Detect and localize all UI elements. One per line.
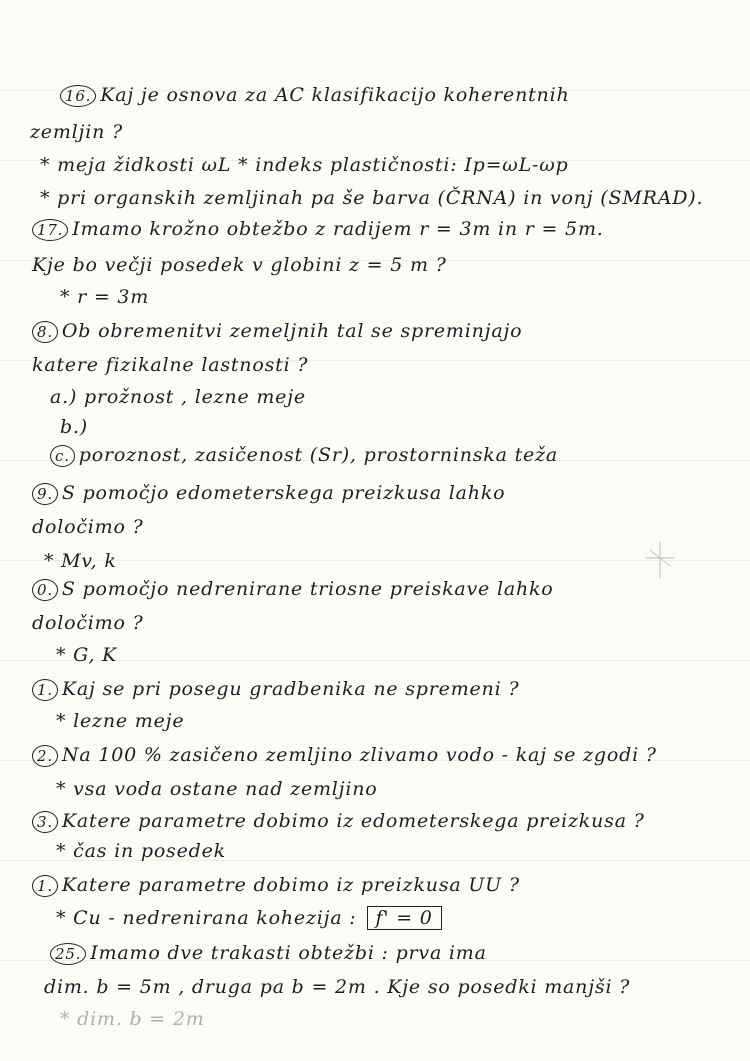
note-line: [0, 121, 750, 147]
note-text: [32, 578, 554, 601]
note-text: [32, 516, 144, 538]
note-text: [60, 84, 570, 107]
note-line: [0, 286, 750, 312]
note-text: [30, 121, 123, 143]
note-line: [0, 154, 750, 180]
note-line: [0, 1008, 750, 1034]
note-line: [0, 218, 750, 244]
note-line-text: S pomočjo nedrenirane triosne preiskave lahko: [61, 578, 554, 600]
question-number: 0.: [32, 579, 58, 601]
note-line-text: * Cu - nedrenirana kohezija :: [56, 907, 357, 929]
note-text: [56, 906, 442, 930]
note-line: [0, 482, 750, 508]
note-text: [32, 678, 519, 701]
note-text: [32, 612, 144, 634]
note-text: [44, 976, 630, 998]
note-line: [0, 942, 750, 968]
note-line: [0, 254, 750, 280]
note-text: [32, 254, 447, 276]
question-number: 3.: [32, 811, 58, 833]
note-line: [0, 644, 750, 670]
note-text: [40, 187, 703, 209]
note-line-text: Kaj je osnova za AC klasifikacijo koherentnih: [100, 84, 570, 106]
note-text: [56, 710, 184, 732]
note-line: [0, 320, 750, 346]
note-line-text: Imamo dve trakasti obtežbi : prva ima: [90, 942, 487, 964]
question-number: c.: [50, 445, 75, 467]
note-text: [50, 386, 306, 408]
note-line-text: zemljin ?: [30, 121, 123, 143]
note-text: [60, 286, 149, 308]
note-text: [32, 354, 308, 376]
note-line: [0, 678, 750, 704]
note-line: [0, 612, 750, 638]
note-line: [0, 874, 750, 900]
note-line: [0, 976, 750, 1002]
note-line: [0, 187, 750, 213]
note-line: [0, 550, 750, 576]
note-line: [0, 516, 750, 542]
note-text: [32, 320, 522, 343]
note-text: [32, 482, 505, 505]
note-line: [0, 416, 750, 442]
note-line-text: * Mv, k: [44, 550, 117, 572]
note-line-text: dim. b = 5m , druga pa b = 2m . Kje so posedki manjši ?: [44, 976, 631, 998]
note-line-text: katere fizikalne lastnosti ?: [32, 354, 309, 376]
note-line-text: * dim. b = 2m: [60, 1008, 205, 1030]
note-line: [0, 840, 750, 866]
question-number: 16.: [60, 85, 96, 107]
question-number: 17.: [32, 219, 68, 241]
note-line: [0, 578, 750, 604]
note-line: [0, 444, 750, 470]
note-text: [50, 444, 558, 467]
note-text: [56, 840, 226, 862]
question-number: 1.: [32, 679, 58, 701]
note-line-text: * lezne meje: [56, 710, 185, 732]
note-text: [40, 154, 569, 176]
note-line-text: določimo ?: [32, 612, 144, 634]
note-line-text: Katere parametre dobimo iz edometerskega preizkusa ?: [61, 810, 645, 832]
question-number: 9.: [32, 483, 58, 505]
note-line-text: * vsa voda ostane nad zemljino: [56, 778, 378, 800]
note-text: [50, 942, 487, 965]
note-line-text: poroznost, zasičenost (Sr), prostorninska teža: [78, 444, 558, 466]
note-text: [32, 218, 604, 241]
note-line: [0, 906, 750, 932]
note-line: [0, 744, 750, 770]
boxed-answer: f' = 0: [367, 906, 442, 930]
note-line-text: * čas in posedek: [56, 840, 226, 862]
note-line-text: * pri organskih zemljinah pa še barva (ČRNA) in vonj (SMRAD).: [40, 187, 704, 209]
note-line-text: b.): [60, 416, 89, 438]
note-line-text: Imamo krožno obtežbo z radijem r = 3m in r = 5m.: [72, 218, 604, 240]
note-line-text: a.) prožnost , lezne meje: [50, 386, 306, 408]
question-number: 2.: [32, 745, 58, 767]
note-line-text: S pomočjo edometerskega preizkusa lahko: [61, 482, 506, 504]
note-line-text: * meja židkosti ωL * indeks plastičnosti: Ip=ωL-ωp: [40, 154, 569, 176]
note-line-text: Kaj se pri posegu gradbenika ne spremeni ?: [61, 678, 520, 700]
note-text: [32, 874, 520, 897]
question-number: 8.: [32, 321, 58, 343]
note-line: [0, 778, 750, 804]
note-line-text: Ob obremenitvi zemeljnih tal se spreminjajo: [61, 320, 523, 342]
note-text: [44, 550, 117, 572]
note-line-text: določimo ?: [32, 516, 144, 538]
question-number: 25.: [50, 943, 86, 965]
note-line-text: * r = 3m: [60, 286, 150, 308]
note-line: [0, 386, 750, 412]
note-text: [56, 644, 117, 666]
note-line: [0, 354, 750, 380]
note-line-text: Na 100 % zasičeno zemljino zlivamo vodo - kaj se zgodi ?: [61, 744, 657, 766]
note-line-text: Kje bo večji posedek v globini z = 5 m ?: [32, 254, 447, 276]
note-line: [0, 84, 750, 110]
note-text: [32, 810, 645, 833]
note-line: [0, 810, 750, 836]
note-line: [0, 710, 750, 736]
note-text: [56, 778, 378, 800]
note-text: [60, 1008, 205, 1030]
note-text: [32, 744, 657, 767]
note-line-text: Katere parametre dobimo iz preizkusa UU ?: [61, 874, 520, 896]
question-number: 1.: [32, 875, 58, 897]
note-line-text: * G, K: [56, 644, 118, 666]
note-text: [60, 416, 88, 438]
